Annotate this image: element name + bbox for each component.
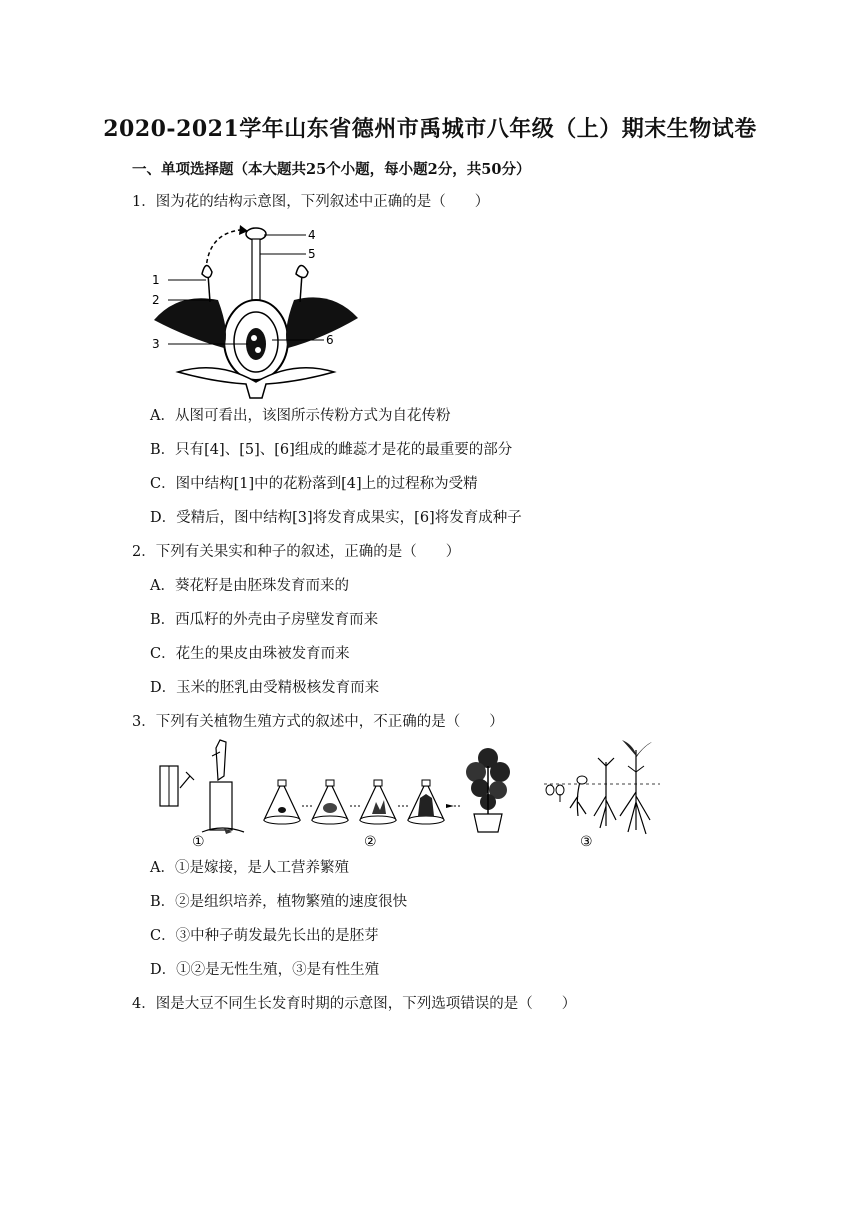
figure-label-2: ② [364,834,377,848]
tissue-culture-figure [264,748,510,832]
question-3-option-a: A．①是嫁接，是人工营养繁殖 [150,860,349,876]
left-anther [202,265,212,277]
question-1-option-d: D．受精后，图中结构[3]将发育成果实，[6]将发育成种子 [150,510,522,526]
section-heading: 一、单项选择题（本大题共25个小题，每小题2分，共50分） [132,161,531,178]
question-1-option-a: A．从图可看出，该图所示传粉方式为自花传粉 [150,408,451,424]
question-1-option-b: B．只有[4]、[5]、[6]组成的雌蕊才是花的最重要的部分 [150,442,513,458]
question-2-option-a: A．葵花籽是由胚珠发育而来的 [150,578,349,594]
seed-germination-figure [544,740,660,834]
style [252,239,260,309]
question-2-stem: 2．下列有关果实和种子的叙述，正确的是（ ） [132,544,461,560]
question-3-option-c: C．③中种子萌发最先长出的是胚芽 [150,928,379,944]
flower-label-5: 5 [308,247,316,261]
pollination-arrow [206,230,240,270]
question-2-option-c: C．花生的果皮由珠被发育而来 [150,646,350,662]
right-anther [296,265,308,277]
question-2-option-b: B．西瓜籽的外壳由子房壁发育而来 [150,612,379,628]
question-3-option-b: B．②是组织培养，植物繁殖的速度很快 [150,894,408,910]
flower-label-2: 2 [152,293,160,307]
question-3-stem: 3．下列有关植物生殖方式的叙述中，不正确的是（ ） [132,714,504,730]
flower-label-6: 6 [326,333,334,347]
figure-label-1: ① [192,834,205,848]
flower-label-3: 3 [152,337,160,351]
stigma [246,228,266,240]
left-petal [154,298,226,348]
question-4-stem: 4．图是大豆不同生长发育时期的示意图，下列选项错误的是（ ） [132,996,577,1012]
exam-title: 2020-2021学年山东省德州市禹城市八年级（上）期末生物试卷 [103,116,757,142]
question-1-stem: 1．图为花的结构示意图，下列叙述中正确的是（ ） [132,194,490,210]
flower-label-1: 1 [152,273,160,287]
figure-label-3: ③ [580,834,593,848]
grafting-figure [160,740,244,834]
plant-reproduction-diagram [150,736,660,848]
question-1-option-c: C．图中结构[1]中的花粉落到[4]上的过程称为受精 [150,476,478,492]
question-2-option-d: D．玉米的胚乳由受精极核发育而来 [150,680,380,696]
ovule [246,328,266,360]
flower-structure-diagram [148,222,368,400]
flower-label-4: 4 [308,228,316,242]
question-3-option-d: D．①②是无性生殖，③是有性生殖 [150,962,380,978]
